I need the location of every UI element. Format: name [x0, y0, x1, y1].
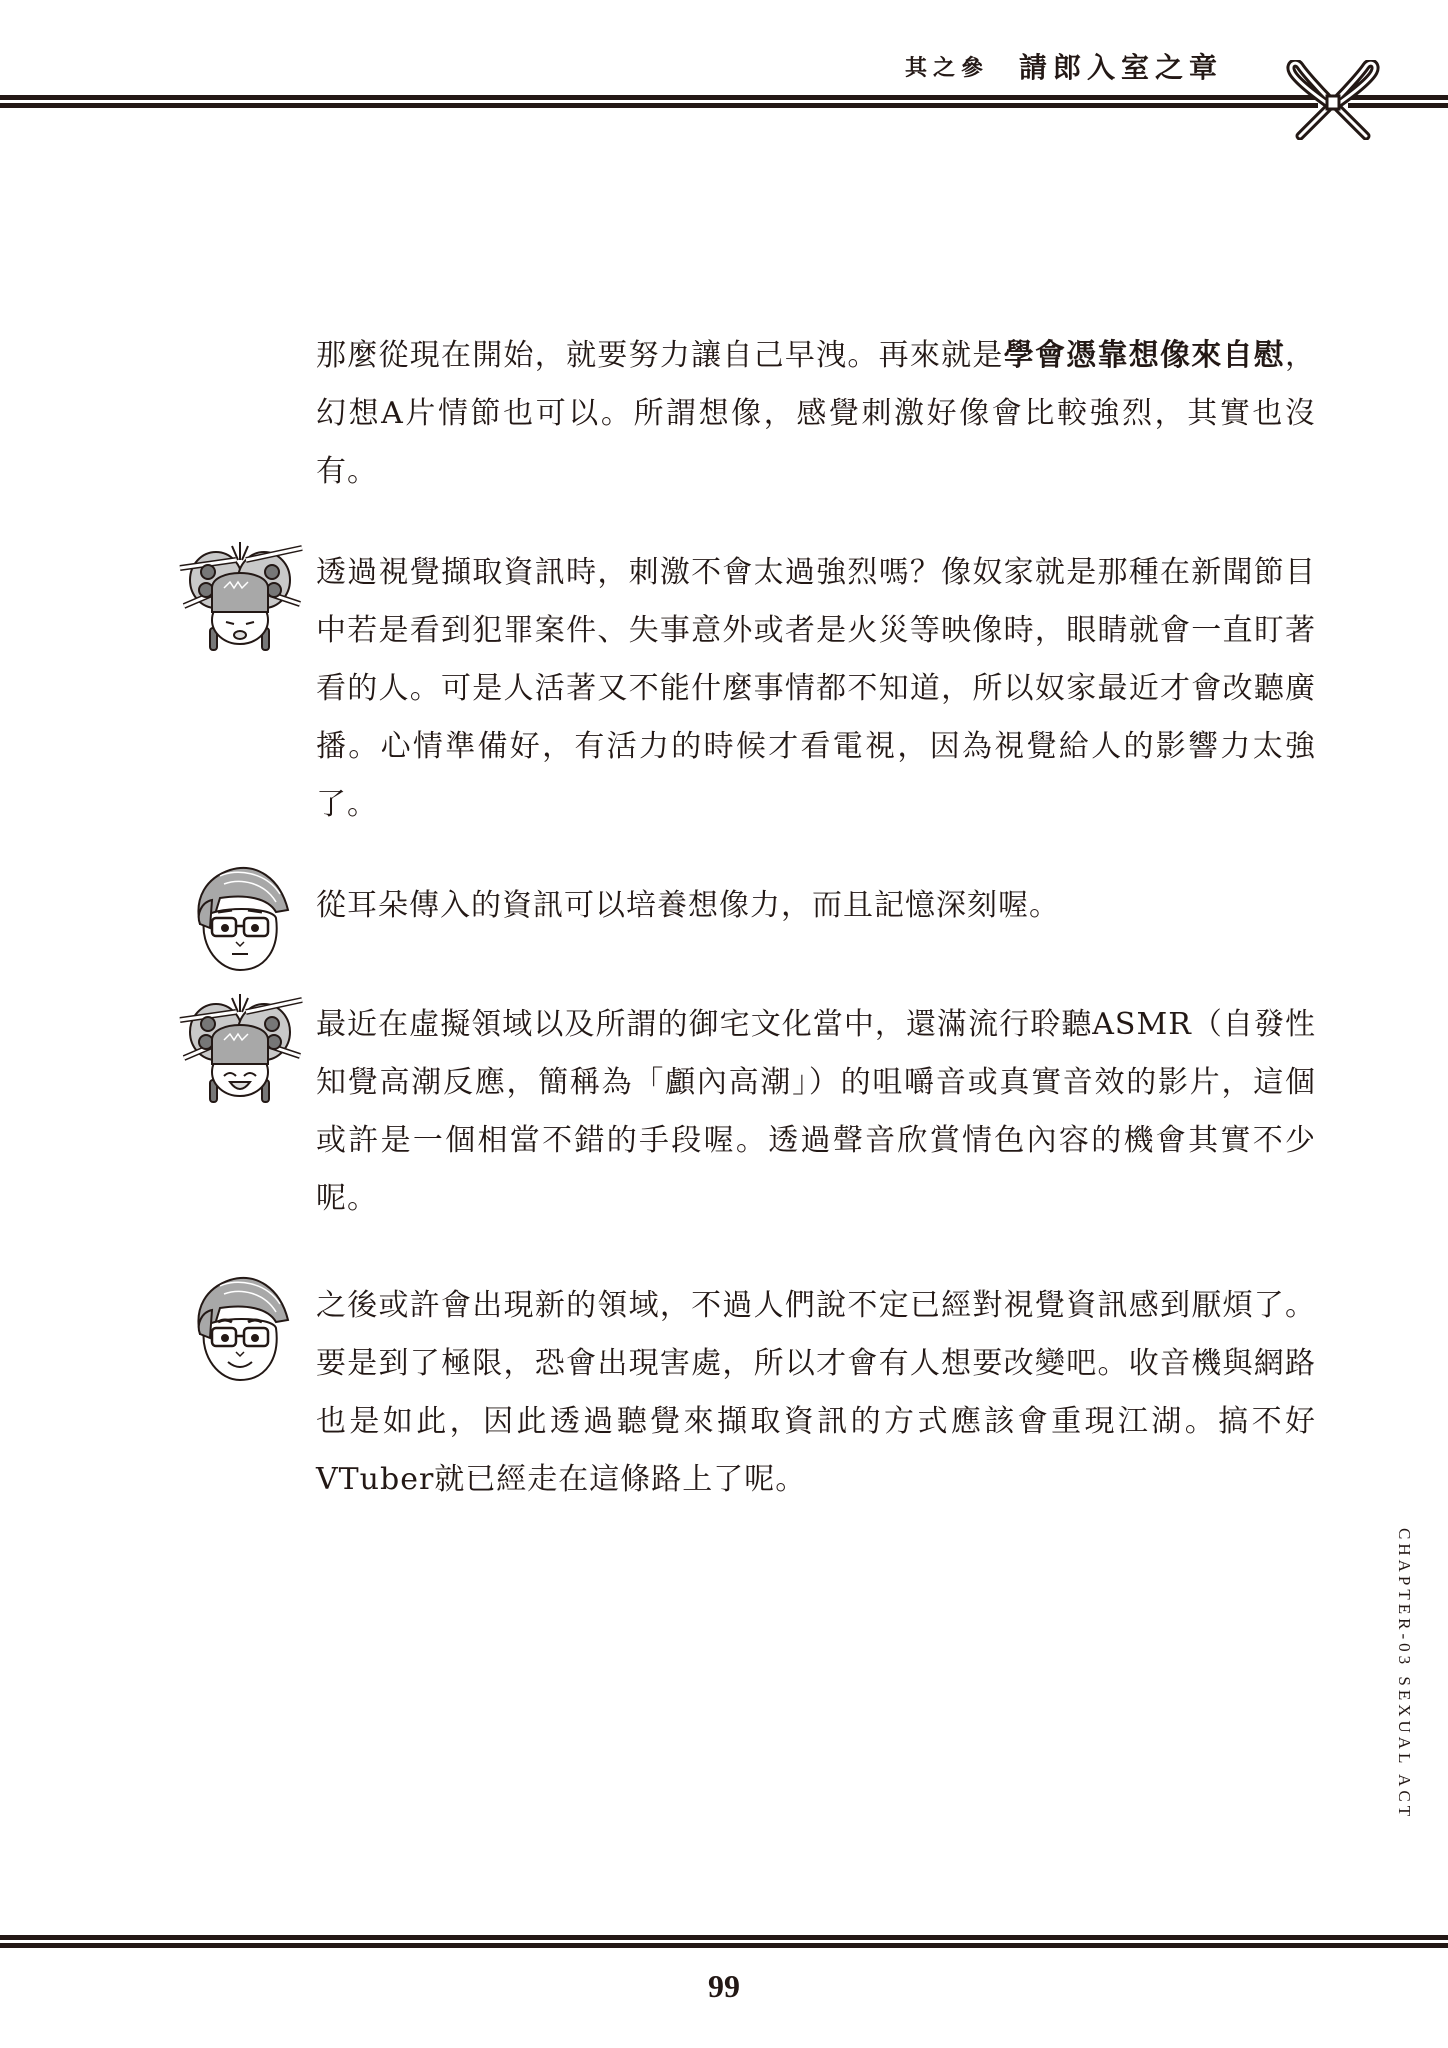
man-avatar-smiling-icon: [176, 1268, 304, 1388]
narrator-paragraph: [316, 327, 1316, 501]
page-number: 99: [708, 1968, 740, 2004]
girl-dialogue-paragraph: [316, 996, 1316, 1228]
man-avatar-neutral-icon: [176, 858, 304, 978]
paragraph-text: 最近在虛擬領域以及所謂的御宅文化當中，還滿流行聆聽ASMR（自發性知覺高潮反應，簡稱為「顱內高潮」）的咀嚼音或真實音效的影片，這個或許是一個相當不錯的手段喔。透過聲音欣賞情色內容的機會其實不少呢。: [316, 1007, 1316, 1216]
header-rule-top: [0, 95, 1448, 100]
paragraph-text: 之後或許會出現新的領域，不過人們說不定已經對視覺資訊感到厭煩了。要是到了極限，恐會出現害處，所以才會有人想要改變吧。收音機與網路也是如此，因此透過聽覺來擷取資訊的方式應該會重現江湖。搞不好VTuber就已經走在這條路上了呢。: [316, 1288, 1316, 1497]
chapter-number: 其之參: [905, 55, 990, 81]
paragraph-text-part: 那麼從現在開始，就要努力讓自己早洩。再來就是: [316, 338, 1004, 373]
man-dialogue-paragraph: [316, 1277, 1316, 1509]
girl-avatar-worried-icon: [176, 538, 304, 658]
footer-rule-bottom: [0, 1943, 1448, 1948]
chapter-side-label: CHAPTER-03 SEXUAL ACT: [1395, 1528, 1414, 1821]
paragraph-text: 透過視覺擷取資訊時，刺激不會太過強烈嗎？像奴家就是那種在新聞節目中若是看到犯罪案件、失事意外或者是火災等映像時，眼睛就會一直盯著看的人。可是人活著又不能什麼事情都不知道，所以奴家最近才會改聽廣播。心情準備好，有活力的時候才看電視，因為視覺給人的影響力太強了。: [316, 555, 1316, 822]
man-dialogue-paragraph: [316, 877, 1316, 935]
running-header: [905, 46, 1223, 86]
paragraph-text: [316, 327, 1316, 501]
paragraph-text: 從耳朵傳入的資訊可以培養想像力，而且記憶深刻喔。: [316, 888, 1060, 923]
chapter-title: 請郎入室之章: [1019, 51, 1224, 84]
emphasized-text: 學會憑靠想像來自慰: [1003, 338, 1286, 373]
footer-rule-top: [0, 1935, 1448, 1940]
girl-avatar-smiling-icon: [176, 990, 304, 1110]
girl-dialogue-paragraph: [316, 544, 1316, 834]
ribbon-bow-icon: [1278, 60, 1388, 140]
header-rule-bottom: [0, 103, 1448, 108]
paragraph-text-part: ，幻想A片情節也可以。所謂想像，感覺刺激好像會比較強烈，其實也沒有。: [316, 338, 1317, 489]
